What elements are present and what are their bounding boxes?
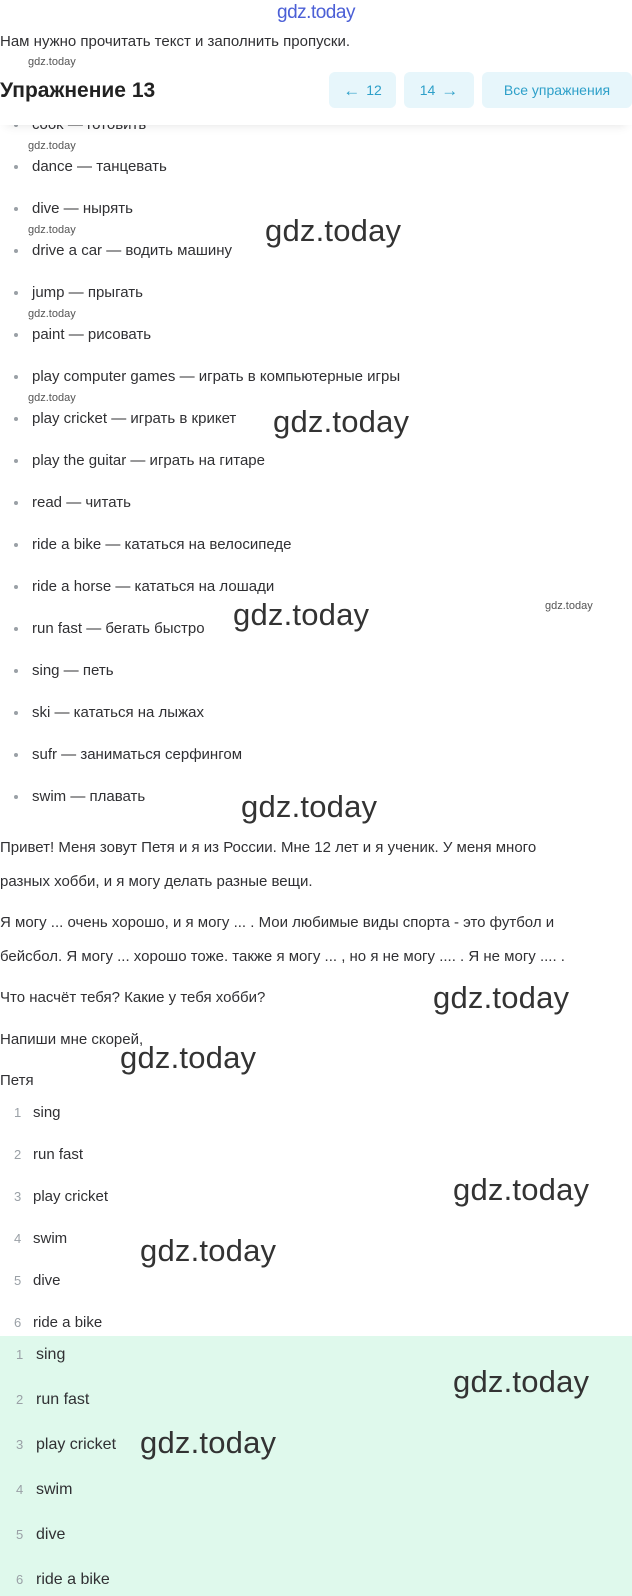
bullet-icon xyxy=(14,291,18,295)
list-item: play cricket — играть в крикет xyxy=(14,410,236,427)
bullet-icon xyxy=(14,585,18,589)
bullet-icon xyxy=(14,417,18,421)
intro-text: Нам нужно прочитать текст и заполнить пропуски. xyxy=(0,33,351,50)
watermark-large: gdz.today xyxy=(453,1172,590,1207)
list-item: ride a bike — кататься на велосипеде xyxy=(14,536,291,553)
bullet-icon xyxy=(14,249,18,253)
bullet-icon xyxy=(14,165,18,169)
paragraph-line: Что насчёт тебя? Какие у тебя хобби? xyxy=(0,989,266,1006)
prev-exercise-button[interactable]: ← 12 xyxy=(329,72,396,108)
bullet-icon xyxy=(14,375,18,379)
list-item: 6 ride a bike xyxy=(14,1314,103,1331)
list-item: ride a horse — кататься на лошади xyxy=(14,578,274,595)
list-item: dance — танцевать xyxy=(14,158,167,175)
bullet-icon xyxy=(14,501,18,505)
list-item: dive — нырять xyxy=(14,200,133,217)
list-item: 1 sing xyxy=(14,1104,61,1121)
bullet-icon xyxy=(14,543,18,547)
watermark-large: gdz.today xyxy=(265,213,402,248)
watermark-large: gdz.today xyxy=(140,1233,277,1268)
watermark-large: gdz.today xyxy=(120,1040,257,1075)
list-item: 1 sing xyxy=(16,1346,66,1363)
list-item: jump — прыгать xyxy=(14,284,143,301)
watermark-small: gdz.today xyxy=(545,600,593,612)
list-item: drive a car — водить машину xyxy=(14,242,232,259)
list-item: run fast — бегать быстро xyxy=(14,620,205,637)
bullet-icon xyxy=(14,669,18,673)
exercise-header xyxy=(0,68,632,125)
list-item: 6 ride a bike xyxy=(16,1571,110,1588)
watermark-small: gdz.today xyxy=(28,140,76,152)
bullet-icon xyxy=(14,627,18,631)
bullet-icon xyxy=(14,795,18,799)
bullet-icon xyxy=(14,207,18,211)
paragraph-line: Петя xyxy=(0,1072,34,1089)
list-item: 3 play cricket xyxy=(16,1436,117,1453)
list-item: 2 run fast xyxy=(14,1146,84,1163)
bullet-icon xyxy=(14,333,18,337)
bullet-icon xyxy=(14,711,18,715)
watermark-large: gdz.today xyxy=(233,597,370,632)
list-item: paint — рисовать xyxy=(14,326,151,343)
paragraph-line: бейсбол. Я могу ... хорошо тоже. также я могу ... , но я не могу .... . Я не могу .... . xyxy=(0,948,565,965)
list-item: 5 dive xyxy=(14,1272,61,1289)
paragraph-line: разных хобби, и я могу делать разные вещи. xyxy=(0,873,313,890)
watermark-large: gdz.today xyxy=(241,789,378,824)
list-item: 4 swim xyxy=(14,1230,68,1247)
bullet-icon xyxy=(14,459,18,463)
list-item: sufr — заниматься серфингом xyxy=(14,746,242,763)
list-item: 2 run fast xyxy=(16,1391,90,1408)
watermark-large: gdz.today xyxy=(273,404,410,439)
watermark-small: gdz.today xyxy=(28,224,76,236)
watermark-large: gdz.today xyxy=(140,1425,277,1460)
site-logo[interactable]: gdz.today xyxy=(277,2,355,23)
arrow-right-icon: → xyxy=(441,80,459,100)
page-title: Упражнение 13 xyxy=(0,79,156,102)
arrow-left-icon: ← xyxy=(343,80,361,100)
list-item: read — читать xyxy=(14,494,131,511)
next-exercise-button[interactable]: 14 → xyxy=(404,72,474,108)
bullet-icon xyxy=(14,753,18,757)
watermark-small: gdz.today xyxy=(28,56,76,68)
paragraph-line: Я могу ... очень хорошо, и я могу ... . Мои любимые виды спорта - это футбол и xyxy=(0,914,555,931)
list-item: ski — кататься на лыжах xyxy=(14,704,204,721)
watermark-large: gdz.today xyxy=(453,1364,590,1399)
all-exercises-button[interactable]: Все упражнения xyxy=(482,72,632,108)
list-item: 3 play cricket xyxy=(14,1188,109,1205)
list-item: play the guitar — играть на гитаре xyxy=(14,452,265,469)
watermark-large: gdz.today xyxy=(433,980,570,1015)
paragraph-line: Напиши мне скорей, xyxy=(0,1031,144,1048)
paragraph-line: Привет! Меня зовут Петя и я из России. Мне 12 лет и я ученик. У меня много xyxy=(0,839,537,856)
list-item: play computer games — играть в компьютерные игры xyxy=(14,368,400,385)
list-item: 5 dive xyxy=(16,1526,66,1543)
list-item: sing — петь xyxy=(14,662,114,679)
list-item: swim — плавать xyxy=(14,788,145,805)
watermark-small: gdz.today xyxy=(28,392,76,404)
watermark-small: gdz.today xyxy=(28,308,76,320)
list-item: 4 swim xyxy=(16,1481,73,1498)
